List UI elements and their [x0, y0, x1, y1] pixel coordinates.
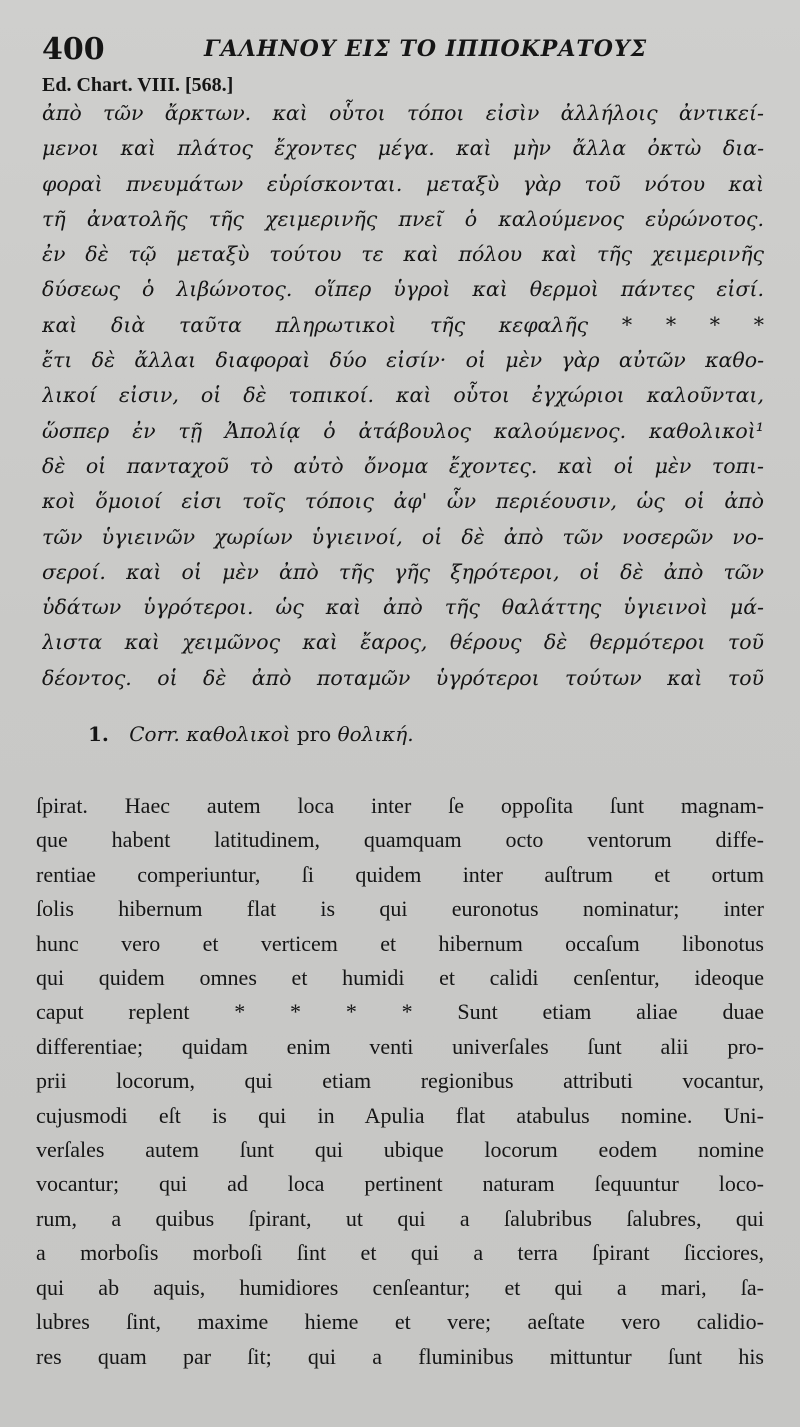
- greek-line: δέοντος. οἱ δὲ ἀπὸ ποταμῶν ὑγρότεροι τούτων καὶ τοῦ: [42, 665, 764, 690]
- greek-line: ὑδάτων ὑγρότεροι. ὡς καὶ ἀπὸ τῆς θαλάττης ὑγιεινοὶ μά-: [42, 595, 764, 620]
- greek-line: ὥσπερ ἐν τῇ Ἀπολίᾳ ὁ ἀτάβουλος καλούμενος. καθολικοὶ¹: [42, 418, 764, 443]
- latin-line: rentiae comperiuntur, ſi quidem inter auſtrum et ortum: [36, 861, 764, 887]
- greek-line: ἀπὸ τῶν ἄρκτων. καὶ οὗτοι τόποι εἰσὶν ἀλλήλοις ἀντικεί-: [42, 101, 764, 125]
- greek-line: τῶν ὑγιεινῶν χωρίων ὑγιεινοί, οἱ δὲ ἀπὸ τῶν νοσερῶν νο-: [42, 524, 764, 549]
- edition-reference: Ed. Chart. VIII. [568.]: [42, 74, 234, 96]
- latin-line: lubres ſint, maxime hieme et vere; aeſtate vero calidio-: [36, 1309, 764, 1335]
- latin-line: differentiae; quidam enim venti univerſales ſunt alii pro-: [36, 1033, 764, 1059]
- greek-line: μενοι καὶ πλάτος ἔχοντες μέγα. καὶ μὴν ἄλλα ὀκτὼ δια-: [42, 136, 764, 161]
- latin-text-block: [36, 789, 764, 1374]
- greek-line: τῆ ἀνατολῆς τῆς χειμερινῆς πνεῖ ὁ καλούμενος εὐρώνοτος.: [42, 206, 764, 231]
- latin-line: verſales autem ſunt qui ubique locorum eodem nomine: [36, 1137, 764, 1163]
- latin-line: caput replent * * * * Sunt etiam aliae duae: [36, 999, 764, 1025]
- latin-line: hunc vero et verticem et hibernum occaſum libonotus: [36, 930, 764, 956]
- greek-text-block: [42, 96, 764, 696]
- running-title: ΓΑΛΗΝΟΥ ΕΙΣ ΤΟ ΙΠΠΟΚΡΑΤΟΥΣ: [204, 36, 648, 62]
- greek-line: καὶ διὰ ταῦτα πληρωτικοὶ τῆς κεφαλῆς * * * *: [42, 312, 764, 337]
- latin-line: que habent latitudinem, quamquam octo ventorum diffe-: [36, 827, 764, 853]
- latin-line: cujusmodi eſt is qui in Apulia flat atabulus nomine. Uni-: [36, 1102, 764, 1128]
- latin-line: ſolis hibernum flat is qui euronotus nominatur; inter: [36, 896, 764, 922]
- greek-line: φοραὶ πνευμάτων εὑρίσκονται. μεταξὺ γὰρ τοῦ νότου καὶ: [42, 171, 764, 196]
- page-header: [42, 32, 762, 72]
- greek-line: δύσεως ὁ λιβώνοτος. οἵπερ ὑγροὶ καὶ θερμοὶ πάντες εἰσί.: [42, 277, 764, 302]
- latin-line: prii locorum, qui etiam regionibus attributi vocantur,: [36, 1068, 764, 1094]
- greek-line: λιστα καὶ χειμῶνος καὶ ἔαρος, θέρους δὲ θερμότεροι τοῦ: [42, 630, 764, 655]
- latin-line: rum, a quibus ſpirant, ut qui a ſalubribus ſalubres, qui: [36, 1205, 764, 1231]
- latin-line: qui ab aquis, humidiores cenſeantur; et qui a mari, ſa-: [36, 1274, 764, 1300]
- greek-line: κοὶ ὅμοιοί εἰσι τοῖς τόποις ἀφ' ὧν περιέουσιν, ὡς οἱ ἀπὸ: [42, 489, 764, 514]
- footnote-text: Corr. καθολικοὶ: [129, 722, 291, 746]
- greek-line: λικοί εἰσιν, οἱ δὲ τοπικοί. καὶ οὗτοι ἐγχώριοι καλοῦνται,: [42, 383, 764, 408]
- greek-line: σεροί. καὶ οἱ μὲν ἀπὸ τῆς γῆς ξηρότεροι, οἱ δὲ ἀπὸ τῶν: [42, 559, 764, 584]
- page-number: 400: [42, 32, 105, 67]
- footnote: [88, 722, 414, 746]
- latin-line: ſpirat. Haec autem loca inter ſe oppoſita ſunt magnam-: [36, 793, 764, 818]
- greek-line: ἐν δὲ τῷ μεταξὺ τούτου τε καὶ πόλου καὶ τῆς χειμερινῆς: [42, 242, 764, 267]
- latin-line: vocantur; qui ad loca pertinent naturam ſequuntur loco-: [36, 1171, 764, 1197]
- footnote-reading: θολική.: [337, 722, 414, 746]
- latin-line: qui quidem omnes et humidi et calidi cenſentur, ideoque: [36, 965, 764, 991]
- latin-line: res quam par ſit; qui a fluminibus mittuntur ſunt his: [36, 1343, 764, 1369]
- latin-line: a morboſis morboſi ſint et qui a terra ſpirant ſicciores,: [36, 1240, 764, 1266]
- footnote-pro: pro: [296, 722, 332, 746]
- greek-line: ἔτι δὲ ἄλλαι διαφοραὶ δύο εἰσίν· οἱ μὲν γὰρ αὐτῶν καθο-: [42, 348, 764, 373]
- footnote-marker: 1.: [88, 722, 109, 746]
- greek-line: δὲ οἱ πανταχοῦ τὸ αὐτὸ ὄνομα ἔχοντες. καὶ οἱ μὲν τοπι-: [42, 453, 764, 478]
